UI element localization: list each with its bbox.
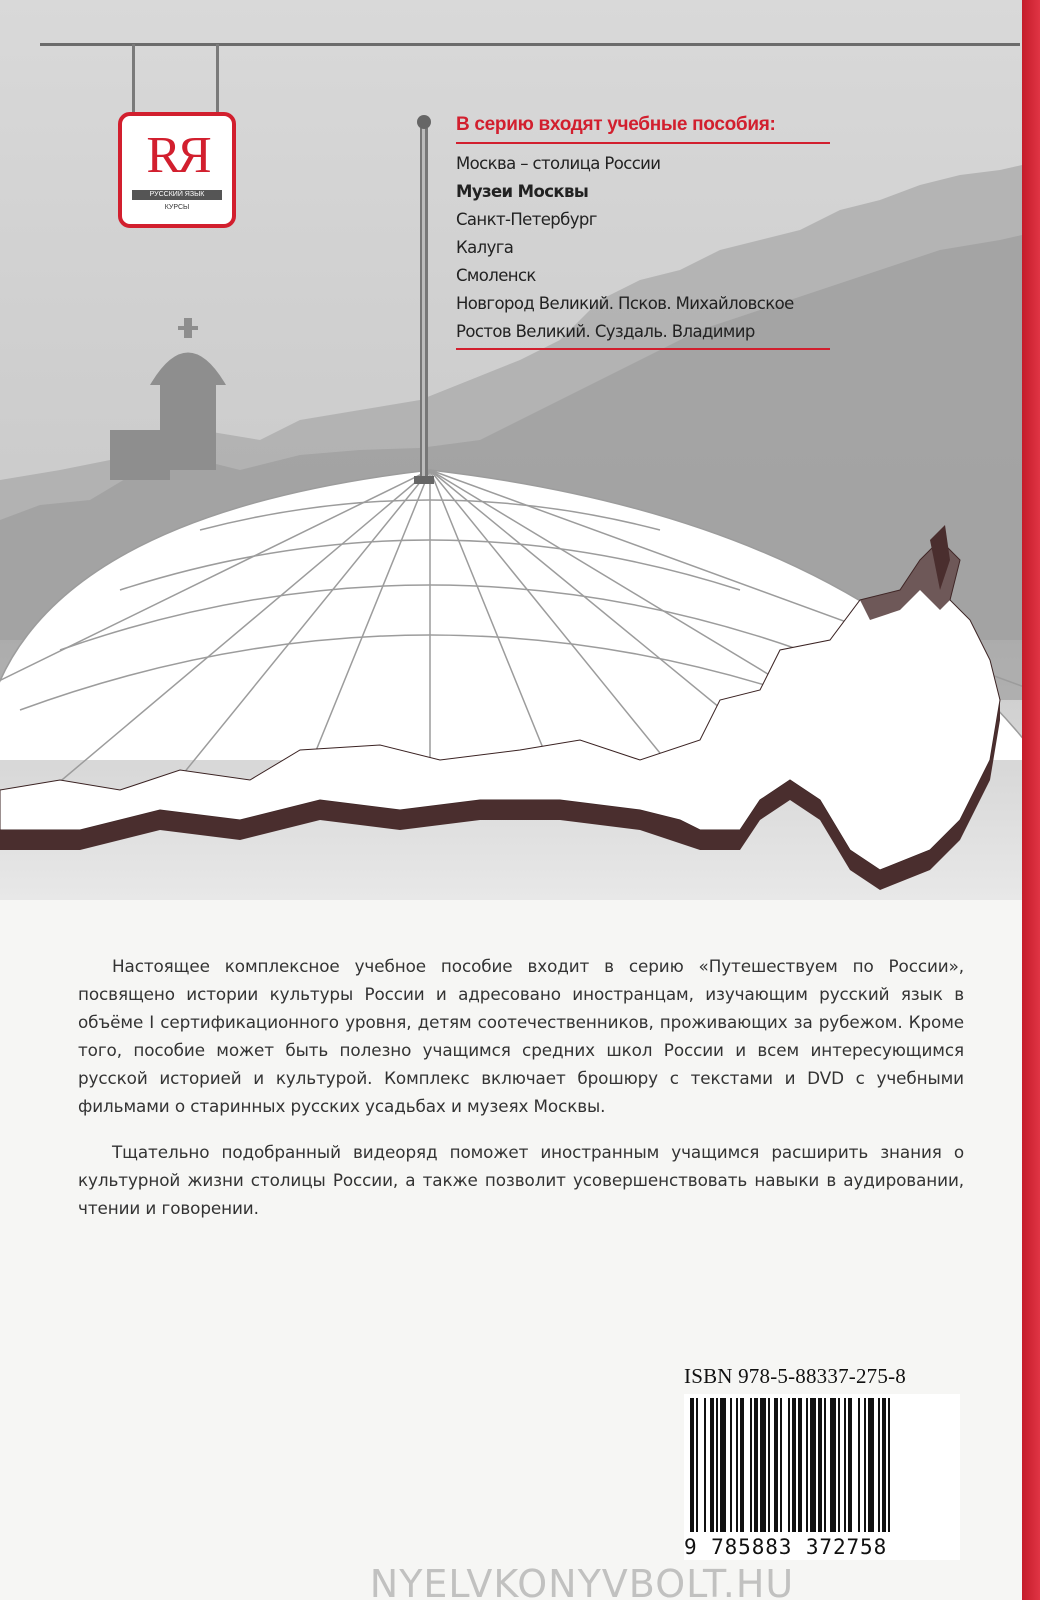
barcode-bar: [868, 1398, 874, 1532]
barcode-bar: [760, 1398, 766, 1532]
spine-edge: [1022, 0, 1040, 1600]
church-silhouette: [110, 318, 226, 480]
hanger-string-right: [216, 44, 219, 116]
barcode-bar: [844, 1398, 846, 1532]
barcode: [684, 1394, 960, 1534]
barcode-bar: [768, 1398, 770, 1532]
barcode-bar: [878, 1398, 880, 1532]
series-item: Новгород Великий. Псков. Михайловское: [456, 294, 794, 313]
description-paragraph-2: Тщательно подобранный видеоряд поможет иностранным учащимся расширить знания о культурной жизни столицы России, а также позволит усовершенствовать навыки в аудировании, чтении и говорении.: [78, 1142, 964, 1218]
isbn-label: ISBN 978-5-88337-275-8: [684, 1364, 906, 1388]
barcode-bar: [696, 1398, 698, 1532]
barcode-bar: [788, 1398, 790, 1532]
barcode-bar: [730, 1398, 732, 1532]
logo-line2: КУРСЫ: [164, 204, 190, 211]
barcode-bar: [704, 1398, 706, 1532]
logo-line1: РУССКИЙ ЯЗЫК: [132, 190, 222, 200]
barcode-bar: [888, 1398, 890, 1532]
barcode-bar: [830, 1398, 836, 1532]
hanger-string-left: [132, 44, 135, 116]
barcode-bar: [818, 1398, 822, 1532]
barcode-bar: [848, 1398, 852, 1532]
series-item: Ростов Великий. Суздаль. Владимир: [456, 322, 755, 341]
barcode-bar: [882, 1398, 886, 1532]
barcode-bar: [780, 1398, 782, 1532]
hanger-rail: [40, 43, 1020, 46]
series-list: [456, 114, 830, 350]
barcode-bar: [798, 1398, 802, 1532]
description: [78, 952, 964, 1240]
logo-mark: RЯ: [146, 127, 208, 184]
barcode-bar: [792, 1398, 796, 1532]
series-bottom-rule: [456, 348, 830, 350]
barcode-bar: [750, 1398, 752, 1532]
barcode-bar: [864, 1398, 866, 1532]
series-item-current: Музеи Москвы: [456, 182, 589, 201]
barcode-bar: [858, 1398, 860, 1532]
barcode-bar: [716, 1398, 718, 1532]
barcode-bar: [838, 1398, 840, 1532]
barcode-bar: [774, 1398, 778, 1532]
barcode-bar: [754, 1398, 758, 1532]
series-item: Смоленск: [456, 266, 536, 285]
barcode-bar: [736, 1398, 738, 1532]
barcode-bar: [824, 1398, 826, 1532]
description-paragraph-1: Настоящее комплексное учебное пособие входит в серию «Путешествуем по России», посвящено истории культуры России и адресовано иностранцам, изучающим русский язык в объёме I сертификационного уровня, детям соотечественников, проживающих за рубежом. Кроме того, пособие может быть полезно учащимся средних школ России и всем интересующимся русской историей и культурой. Комплекс включает брошюру с текстами и DVD с учебными фильмами о старинных русских усадьбах и музеях Москвы.: [78, 956, 964, 1116]
barcode-bar: [690, 1398, 694, 1532]
series-item: Москва – столица России: [456, 154, 661, 173]
barcode-digits: 9 785883 372758: [684, 1534, 960, 1560]
barcode-bar: [810, 1398, 816, 1532]
series-item: Калуга: [456, 238, 514, 257]
barcode-bar: [740, 1398, 744, 1532]
watermark: NYELVKONYVBOLT.HU: [369, 1562, 795, 1600]
series-title: В серию входят учебные пособия:: [456, 114, 830, 144]
barcode-bar: [710, 1398, 714, 1532]
barcode-bar: [806, 1398, 808, 1532]
barcode-bar: [720, 1398, 726, 1532]
publisher-logo: [118, 112, 236, 228]
series-item: Санкт-Петербург: [456, 210, 597, 229]
